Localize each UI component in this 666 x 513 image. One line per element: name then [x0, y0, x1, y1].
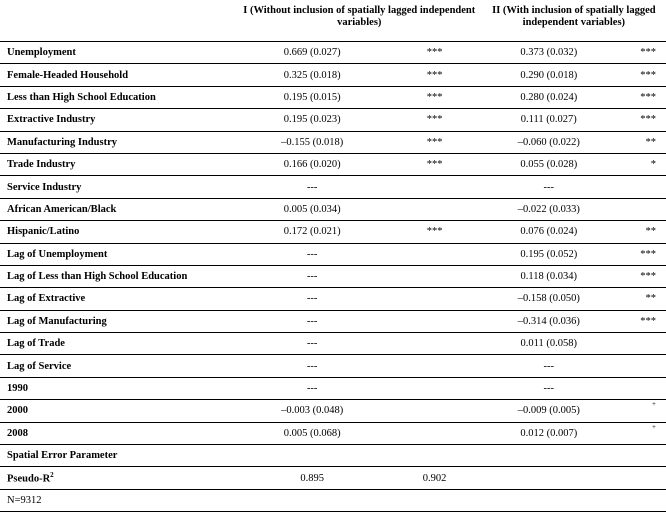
model-two-significance: **: [645, 226, 656, 238]
model-one-significance: [387, 265, 481, 287]
model-two-coefficient: –0.022 (0.033): [517, 203, 580, 215]
pseudo-r2-empty-a: [482, 467, 616, 489]
model-two-significance: +: [652, 400, 656, 409]
model-one-coefficient: ---: [306, 293, 318, 305]
model-one-coefficient: 0.669 (0.027): [283, 47, 341, 59]
row-label: Lag of Service: [7, 360, 72, 372]
model-one-significance: ***: [426, 114, 443, 126]
model-one-significance: [387, 377, 481, 399]
model-two-significance: **: [645, 293, 656, 305]
model-two-coefficient: –0.060 (0.022): [517, 136, 580, 148]
model-two-coefficient: ---: [543, 383, 555, 395]
table-row: [0, 243, 666, 265]
model-two-significance: [616, 333, 666, 355]
sample-size-row: [0, 489, 666, 511]
model-one-coefficient: ---: [306, 181, 318, 193]
model-one-coefficient: ---: [306, 383, 318, 395]
table-row: [0, 355, 666, 377]
model-one-significance: ***: [426, 159, 443, 171]
model-one-coefficient: ---: [306, 271, 318, 283]
model-two-significance: ***: [640, 315, 656, 327]
table-row: [0, 265, 666, 287]
row-label: Lag of Trade: [7, 338, 65, 350]
table-row: [0, 86, 666, 108]
table-row: [0, 64, 666, 86]
table-row: [0, 310, 666, 332]
row-label: Female-Headed Household: [7, 69, 129, 81]
table-row: [0, 221, 666, 243]
model-one-coefficient: ---: [306, 338, 318, 350]
model-one-coefficient: –0.155 (0.018): [281, 136, 344, 148]
pseudo-r2-empty-b: [616, 467, 666, 489]
table-body: [0, 42, 666, 512]
model-one-coefficient: 0.166 (0.020): [283, 159, 341, 171]
row-label: 2008: [7, 427, 28, 439]
model-two-significance: ***: [640, 47, 656, 59]
model-one-significance: [387, 333, 481, 355]
sample-size-note: N=9312: [7, 495, 42, 506]
table-row: [0, 153, 666, 175]
model-two-coefficient: –0.158 (0.050): [517, 293, 580, 305]
row-label: Lag of Extractive: [7, 293, 86, 305]
pseudo-r2-model-one: 0.895: [300, 472, 324, 484]
table-row: [0, 288, 666, 310]
model-one-significance: ***: [426, 226, 443, 238]
regression-results-table: [0, 2, 666, 512]
model-one-coefficient: 0.325 (0.018): [283, 69, 341, 81]
model-one-coefficient: 0.005 (0.068): [283, 427, 341, 439]
row-label: Hispanic/Latino: [7, 226, 80, 238]
row-label: Less than High School Education: [7, 91, 156, 103]
model-one-coefficient: ---: [306, 315, 318, 327]
model-two-coefficient: 0.076 (0.024): [520, 226, 578, 238]
model-two-coefficient: 0.373 (0.032): [520, 47, 578, 59]
row-label: Spatial Error Parameter: [7, 450, 118, 462]
model-one-coefficient: 0.195 (0.023): [283, 114, 341, 126]
row-label: 1990: [7, 383, 28, 395]
model-one-significance: [387, 288, 481, 310]
table-row: [0, 445, 666, 467]
model-two-significance: ***: [640, 69, 656, 81]
header-blank: [0, 2, 237, 42]
model-one-significance: [387, 400, 481, 422]
model-two-significance: +: [652, 422, 656, 431]
model-one-coefficient: 0.172 (0.021): [283, 226, 341, 238]
pseudo-r2-superscript: 2: [50, 471, 54, 480]
pseudo-r2-label-text: Pseudo-R: [7, 473, 51, 485]
table-row: [0, 377, 666, 399]
table-row: [0, 109, 666, 131]
model-one-coefficient: ---: [306, 360, 318, 372]
pseudo-r2-label: [0, 467, 237, 489]
table-row: [0, 400, 666, 422]
model-two-significance: [616, 445, 666, 467]
row-label: Manufacturing Industry: [7, 136, 117, 148]
model-one-significance: ***: [426, 47, 443, 59]
table-row: [0, 176, 666, 198]
model-one-significance: ***: [426, 136, 443, 148]
model-two-coefficient: 0.011 (0.058): [520, 338, 577, 350]
model-two-significance: [616, 198, 666, 220]
model-one-coefficient: 0.195 (0.015): [283, 91, 341, 103]
model-one-significance: ***: [426, 91, 443, 103]
model-two-coefficient: 0.290 (0.018): [520, 69, 578, 81]
model-two-significance: ***: [640, 248, 656, 260]
row-label: Unemployment: [7, 47, 76, 59]
model-two-significance: [616, 377, 666, 399]
model-one-significance: [387, 355, 481, 377]
row-label: Lag of Unemployment: [7, 248, 108, 260]
row-label: Lag of Less than High School Education: [7, 271, 188, 283]
model-two-significance: [616, 355, 666, 377]
table-row: [0, 422, 666, 444]
model-one-coefficient: [237, 445, 388, 467]
table-row: [0, 131, 666, 153]
model-two-significance: ***: [640, 114, 656, 126]
model-one-coefficient: ---: [306, 248, 318, 260]
row-label: African American/Black: [7, 203, 117, 215]
model-two-significance: ***: [640, 91, 656, 103]
row-label: Service Industry: [7, 181, 82, 193]
model-two-coefficient: ---: [543, 181, 555, 193]
pseudo-r2-row: [0, 467, 666, 489]
row-label: Extractive Industry: [7, 114, 96, 126]
model-two-coefficient: 0.118 (0.034): [520, 271, 577, 283]
model-two-coefficient: 0.012 (0.007): [520, 427, 578, 439]
row-label: 2000: [7, 405, 28, 417]
model-two-significance: **: [645, 136, 656, 148]
table-header-row: [0, 2, 666, 42]
model-one-significance: [387, 310, 481, 332]
model-two-coefficient: [482, 445, 616, 467]
model-one-significance: [387, 243, 481, 265]
table-row: [0, 333, 666, 355]
model-two-coefficient: –0.009 (0.005): [517, 405, 580, 417]
model-two-coefficient: 0.055 (0.028): [520, 159, 578, 171]
table-row: [0, 42, 666, 64]
model-two-significance: ***: [640, 271, 656, 283]
model-two-significance: *: [650, 159, 656, 171]
model-two-coefficient: 0.111 (0.027): [520, 114, 577, 126]
model-one-significance: [387, 422, 481, 444]
model-two-coefficient: ---: [543, 360, 555, 372]
model-one-significance: ***: [426, 69, 443, 81]
model-one-significance: [387, 445, 481, 467]
model-two-coefficient: 0.280 (0.024): [520, 91, 578, 103]
header-model-one: I (Without inclusion of spatially lagged independent variables): [243, 5, 476, 28]
table-row: [0, 198, 666, 220]
model-one-significance: [387, 198, 481, 220]
model-two-significance: [616, 176, 666, 198]
model-one-coefficient: 0.005 (0.034): [283, 203, 341, 215]
header-model-two: II (With inclusion of spatially lagged independent variables): [492, 5, 656, 28]
model-one-coefficient: –0.003 (0.048): [281, 405, 344, 417]
pseudo-r2-model-two: 0.902: [422, 472, 447, 484]
model-two-coefficient: 0.195 (0.052): [520, 248, 578, 260]
row-label: Trade Industry: [7, 159, 76, 171]
model-two-coefficient: –0.314 (0.036): [517, 315, 580, 327]
row-label: Lag of Manufacturing: [7, 315, 107, 327]
model-one-significance: [387, 176, 481, 198]
